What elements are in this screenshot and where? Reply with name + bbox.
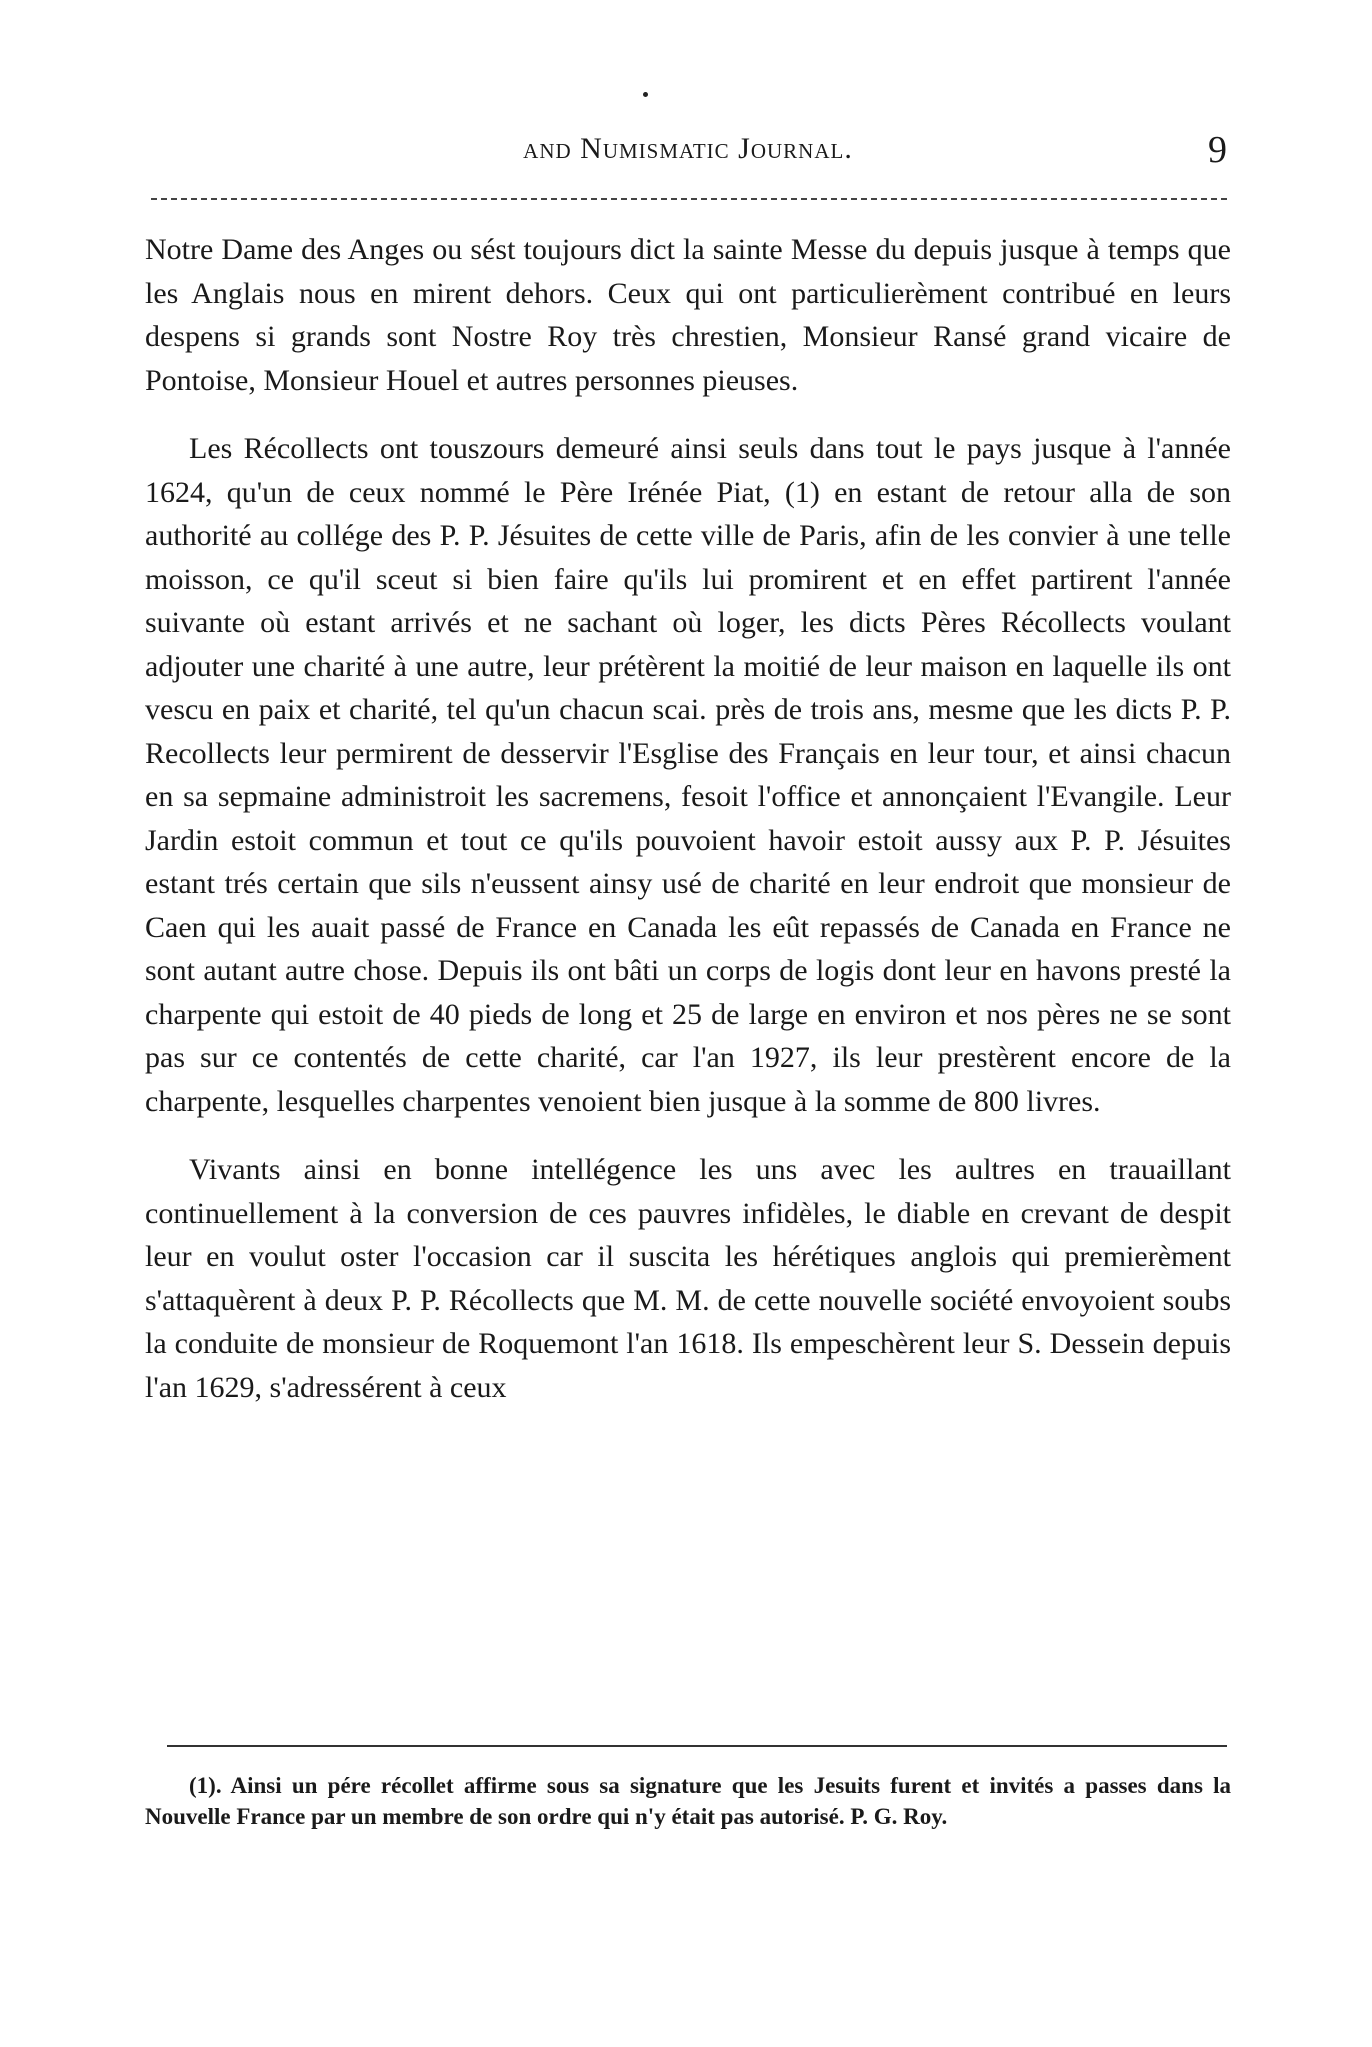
header-rule bbox=[151, 198, 1227, 200]
page-number: 9 bbox=[1208, 129, 1227, 171]
paragraph-2: Les Récollects ont touszours demeuré ainsi seuls dans tout le pays jusque à l'année 1624, qu'un de ceux nommé le Père Irénée Piat, (1) en estant de retour alla de son authorité au collége des P. P. Jésuites de cette ville de Paris, afin de les convier à une telle moisson, ce qu'il sceut si bien faire qu'ils lui promirent et en effet partirent l'année suivante où estant arrivés et ne sachant où loger, les dicts Pères Récollects voulant adjouter une charité à une autre, leur prétèrent la moitié de leur maison en laquelle ils ont vescu en paix et charité, tel qu'un chacun scai. près de trois ans, mesme que les dicts P. P. Recollects leur permirent de desservir l'Esglise des Français en leur tour, et ainsi chacun en sa sepmaine administroit les sacremens, fesoit l'office et annonçaient l'Evangile. Leur Jardin estoit commun et tout ce qu'ils pouvoient havoir estoit aussy aux P. P. Jésuites estant trés certain que sils n'eussent ainsy usé de charité en leur endroit que monsieur de Caen qui les auait passé de France en Canada les eût repassés de Canada en France ne sont autant autre chose. Depuis ils ont bâti un corps de logis dont leur en havons presté la charpente qui estoit de 40 pieds de long et 25 de large en environ et nos pères ne se sont pas sur ce contentés de cette charité, car l'an 1927, ils leur prestèrent encore de la charpente, lesquelles charpentes venoient bien jusque à la somme de 800 livres. bbox=[145, 432, 1231, 1118]
paragraph-1: Notre Dame des Anges ou sést toujours dict la sainte Messe du depuis jusque à temps que les Anglais nous en mirent dehors. Ceux qui ont particulierèment contribué en leurs despens si grands sont Nostre Roy très chrestien, Monsieur Ransé grand vicaire de Pontoise, Monsieur Houel et autres personnes pieuses. bbox=[145, 233, 1231, 397]
book-page bbox=[145, 0, 1231, 2047]
main-text bbox=[145, 228, 1231, 1409]
paragraph-3: Vivants ainsi en bonne intellégence les uns avec les aultres en trauaillant continuellement à la conversion de ces pauvres infidèles, le diable en crevant de despit leur en voulut oster l'occasion car il suscita les hérétiques anglois qui premierèment s'attaquèrent à deux P. P. Récollects que M. M. de cette nouvelle société envoyoient soubs la conduite de monsieur de Roquemont l'an 1618. Ils empeschèrent leur S. Dessein depuis l'an 1629, s'adressérent à ceux bbox=[145, 1153, 1231, 1404]
printer-dot-mark bbox=[643, 92, 648, 97]
footnote: (1). Ainsi un pére récollet affirme sous sa signature que les Jesuits furent et invités a passes dans la Nouvelle France par un membre de son ordre qui n'y était pas autorisé. P. G. Roy. bbox=[145, 1773, 1231, 1829]
page-header bbox=[145, 129, 1231, 172]
running-title: and Numismatic Journal. bbox=[523, 132, 853, 165]
footnote-rule bbox=[167, 1745, 1227, 1747]
